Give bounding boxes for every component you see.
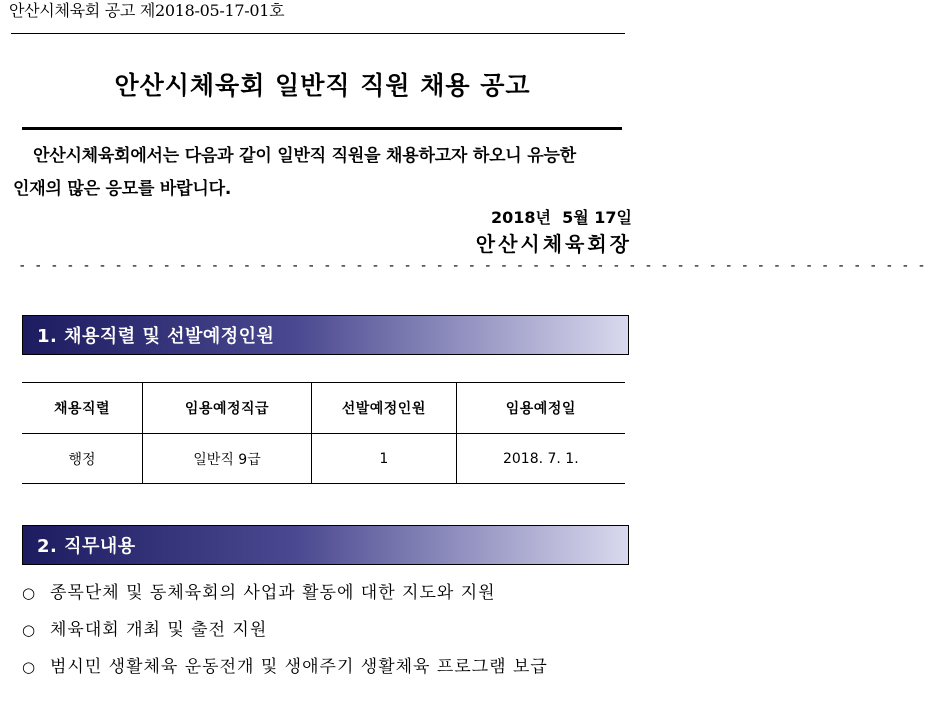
intro-line-1: 안산시체육회에서는 다음과 같이 일반직 직원을 채용하고자 하오니 유능한 xyxy=(33,146,576,166)
table-cell: 일반직 9급 xyxy=(143,434,312,484)
section-1-header xyxy=(22,315,629,355)
circle-bullet-icon: ○ xyxy=(22,621,37,639)
duty-text: 종목단체 및 동체육회의 사업과 활동에 대한 지도와 지원 xyxy=(50,583,496,603)
dashed-separator: - - - - - - - - - - - - - - - - - - - - - - - - - - - - - - - - - - - - - - - - - - - - - - - - - - - - - - - - - xyxy=(18,258,925,274)
intro-paragraph xyxy=(13,140,633,206)
circle-bullet-icon: ○ xyxy=(22,584,37,602)
column-header: 임용예정직급 xyxy=(143,383,312,434)
page-title: 안산시체육회 일반직 직원 채용 공고 xyxy=(114,71,531,100)
table-cell: 2018. 7. 1. xyxy=(456,434,625,484)
section-2-header xyxy=(22,525,629,565)
list-item xyxy=(22,615,548,652)
table-row xyxy=(22,434,625,484)
announcement-date: 2018년 5월 17일 xyxy=(490,208,632,227)
intro-line-2: 인재의 많은 응모를 바랍니다. xyxy=(13,179,232,199)
title-divider xyxy=(22,127,622,130)
table-header-row xyxy=(22,383,625,434)
table-cell: 행정 xyxy=(22,434,143,484)
column-header: 임용예정일 xyxy=(456,383,625,434)
section-2-title: 2. 직무내용 xyxy=(37,536,136,557)
recruitment-table xyxy=(22,382,625,484)
issuer-name: 안산시체육회장 xyxy=(475,232,632,256)
duty-list xyxy=(22,578,548,689)
duty-text: 범시민 생활체육 운동전개 및 생애주기 생활체육 프로그램 보급 xyxy=(50,657,548,677)
section-1-title: 1. 채용직렬 및 선발예정인원 xyxy=(37,326,275,347)
notice-number: 안산시체육회 공고 제2018-05-17-01호 xyxy=(9,1,285,20)
top-divider xyxy=(11,33,625,34)
circle-bullet-icon: ○ xyxy=(22,658,37,676)
list-item xyxy=(22,652,548,689)
duty-text: 체육대회 개최 및 출전 지원 xyxy=(50,620,268,640)
column-header: 선발예정인원 xyxy=(311,383,456,434)
column-header: 채용직렬 xyxy=(22,383,143,434)
table-cell: 1 xyxy=(311,434,456,484)
list-item xyxy=(22,578,548,615)
